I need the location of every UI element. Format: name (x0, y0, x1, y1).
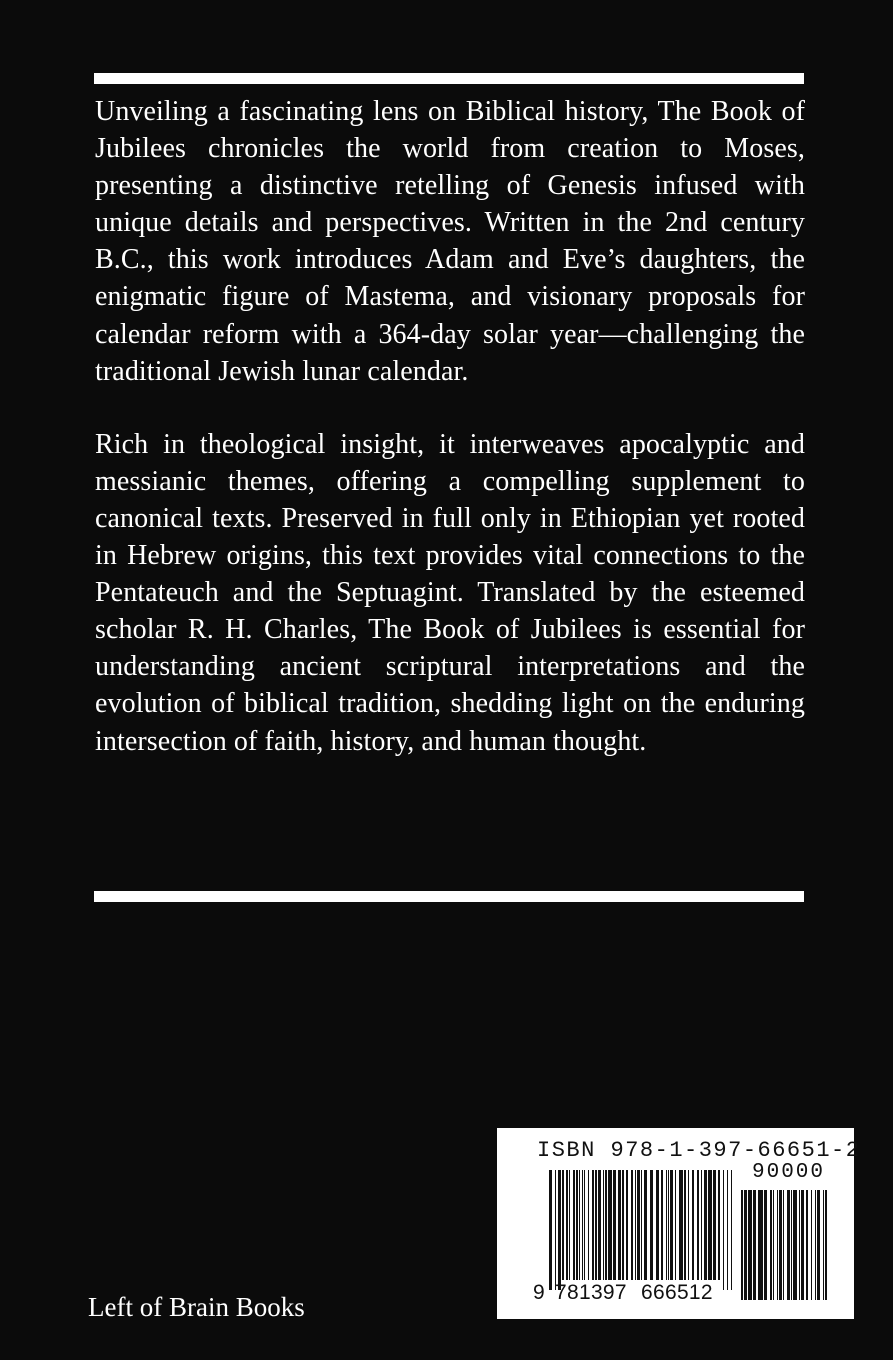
barcode-bar (573, 1170, 575, 1280)
barcode-bar (817, 1190, 820, 1300)
barcode-bar (668, 1170, 669, 1280)
barcode-bar (584, 1170, 585, 1280)
barcode-bar (823, 1190, 824, 1300)
barcode-digit-group-right: 666512 (641, 1281, 713, 1304)
barcode-bar (811, 1190, 812, 1300)
barcode-bar (569, 1170, 570, 1280)
barcode-bar (791, 1190, 792, 1300)
description-paragraph-2: Rich in theological insight, it interweaves apocalyptic and messianic themes, offering a compelling supplement to canonical texts. Preserved in full only in Ethiopian yet rooted in Hebrew origins, this text provides vital connections to the Pentateuch and the Septuagint. Translated by the esteemed scholar R. H. Charles, The Book of Jubilees is essential for understanding ancient scriptural interpretations and the evolution of biblical tradition, shedding light on the enduring intersection of faith, history, and human thought. (95, 428, 805, 757)
barcode-bar (708, 1170, 712, 1280)
barcode-bar (744, 1190, 747, 1300)
description-paragraph-1: Unveiling a fascinating lens on Biblical history, The Book of Jubilees chronicles the world from creation to Moses, presenting a distinctive retelling of Genesis infused with unique details and perspectives. Written in the 2nd century B.C., this work introduces Adam and Eve’s daughters, the enigmatic figure of Mastema, and visionary proposals for calendar reform with a 364-day solar year—challenging the traditional Jewish lunar calendar. (95, 96, 805, 387)
isbn-barcode-panel (497, 1128, 861, 1319)
barcode-bar (697, 1170, 699, 1280)
barcode-bar (622, 1170, 624, 1280)
barcode-bar (603, 1170, 604, 1280)
top-divider-rule (94, 73, 804, 84)
barcode-bar (718, 1170, 720, 1280)
barcode-bar (679, 1170, 683, 1280)
barcode-bar (566, 1170, 568, 1280)
barcode-bar (704, 1170, 707, 1280)
barcode-bar (650, 1170, 653, 1280)
barcode-bar (635, 1170, 636, 1280)
barcode-bar (727, 1170, 728, 1290)
barcode-bar (748, 1190, 752, 1300)
barcode-bar (637, 1170, 640, 1280)
barcode-bar (631, 1170, 633, 1280)
barcode-bar (759, 1190, 763, 1300)
barcode-bar (701, 1170, 702, 1280)
barcode-bar (783, 1190, 784, 1300)
barcode-bar (641, 1170, 642, 1280)
barcode-bar (670, 1170, 673, 1280)
barcode-bar (753, 1190, 756, 1300)
barcode-bar (656, 1170, 659, 1280)
barcode-bar (723, 1170, 724, 1290)
barcode-bar (675, 1170, 676, 1280)
barcode-bar (806, 1190, 808, 1300)
barcode-bar (787, 1190, 790, 1300)
barcode-bar (764, 1190, 767, 1300)
barcode-bar (576, 1170, 578, 1280)
barcode-bar (779, 1190, 782, 1300)
barcode-bar (558, 1170, 561, 1290)
barcode-bar (644, 1170, 647, 1280)
barcode-bar (661, 1170, 663, 1280)
barcode-bar (562, 1170, 564, 1280)
barcode-bar (741, 1190, 743, 1300)
barcode-bar (666, 1170, 667, 1280)
barcode-bar (688, 1170, 689, 1280)
price-addon-code: 90000 (752, 1161, 826, 1184)
barcode-bar (582, 1170, 583, 1280)
barcode-bar (773, 1190, 774, 1300)
barcode-bar (777, 1190, 778, 1300)
barcode-bar (793, 1190, 797, 1300)
barcode-bar (799, 1190, 800, 1300)
barcode-bar (825, 1190, 827, 1300)
barcode-digit-group-left: 781397 (555, 1281, 627, 1304)
barcode-digit-first: 9 (533, 1281, 545, 1304)
barcode-bar (613, 1170, 616, 1280)
barcode-bar (692, 1170, 694, 1280)
barcode-bar (588, 1170, 589, 1280)
barcode-bar (549, 1170, 552, 1290)
barcode-bar (618, 1170, 621, 1280)
barcode-bar (713, 1170, 716, 1280)
barcode-bar (598, 1170, 601, 1280)
barcode-bar (731, 1170, 732, 1290)
barcode-bar (605, 1170, 607, 1280)
barcode-bar (815, 1190, 816, 1300)
barcode-bar (626, 1170, 628, 1280)
isbn-label: ISBN 978-1-397-66651-2 (537, 1138, 861, 1163)
bottom-divider-rule (94, 891, 804, 902)
barcode-bar (592, 1170, 594, 1280)
barcode-bar (801, 1190, 804, 1300)
barcode-bar (595, 1170, 597, 1280)
publisher-name: Left of Brain Books (88, 1292, 305, 1322)
barcode-bar (770, 1190, 772, 1300)
barcode-bar (608, 1170, 612, 1280)
book-description (95, 93, 805, 760)
barcode-bar (579, 1170, 580, 1280)
barcode-bar (684, 1170, 686, 1280)
barcode-bar (555, 1170, 556, 1290)
